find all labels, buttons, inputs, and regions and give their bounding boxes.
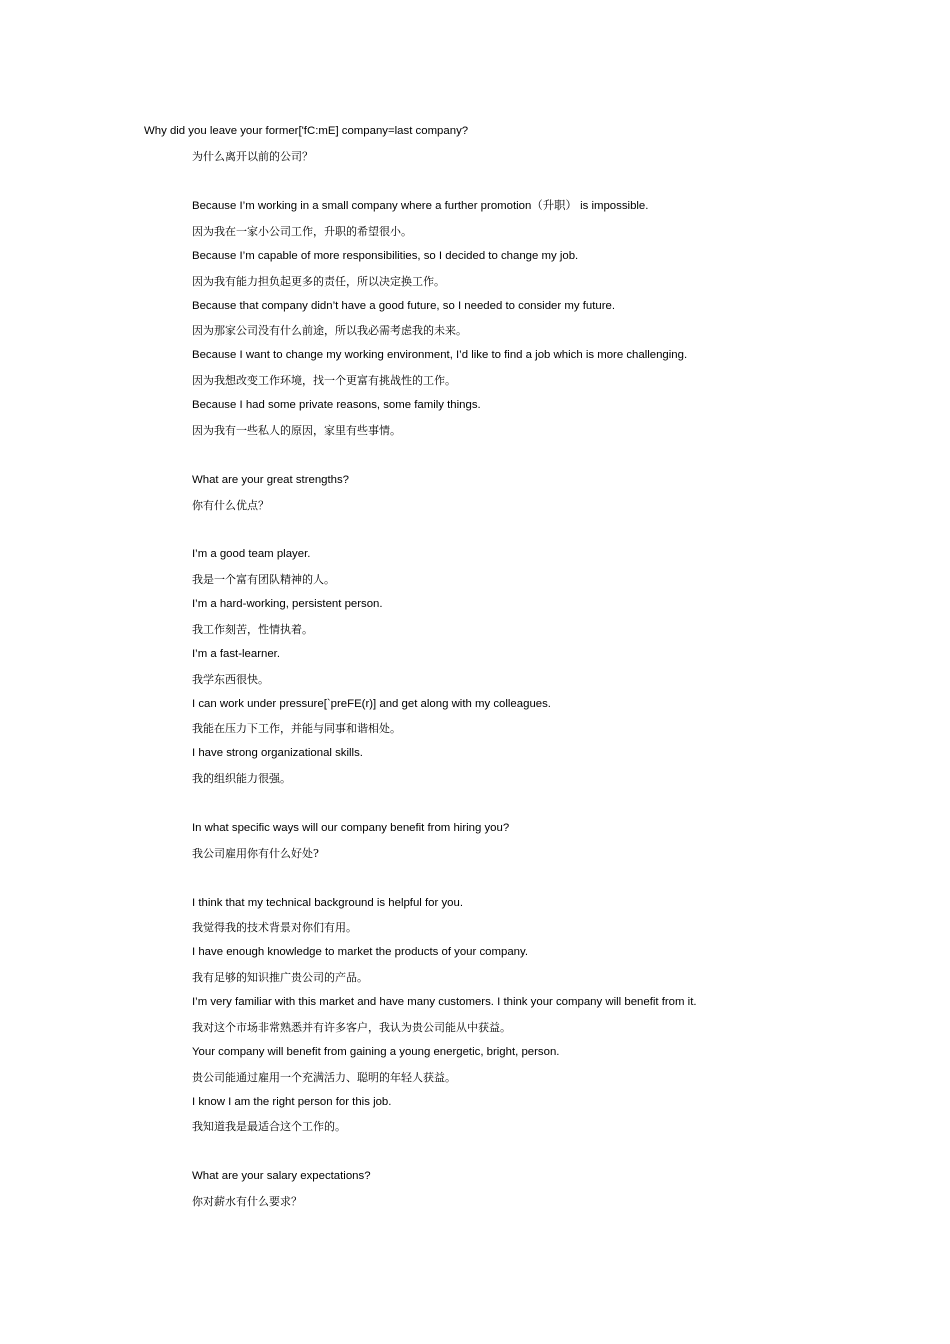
- question-heading: Why did you leave your former['fC:mE] company=last company?: [144, 125, 469, 137]
- answer-line: I have strong organizational skills.: [192, 747, 363, 759]
- answer-line: I think that my technical background is helpful for you.: [192, 897, 463, 909]
- question-translation: 你有什么优点？: [192, 499, 269, 512]
- answer-translation: 因为我在一家小公司工作，升职的希望很小。: [192, 225, 412, 238]
- answer-line: I know I am the right person for this job.: [192, 1096, 392, 1108]
- answer-line: Because that company didn’t have a good future, so I needed to consider my future.: [192, 300, 615, 312]
- answer-line: Because I’m working in a small company where a further promotion（升职） is impossible.: [192, 200, 649, 212]
- answer-line: I’m a good team player.: [192, 548, 311, 560]
- answer-translation: 我有足够的知识推广贵公司的产品。: [192, 971, 368, 984]
- answer-line: I can work under pressure[`preFE(r)] and get along with my colleagues.: [192, 698, 551, 710]
- answer-translation: 我是一个富有团队精神的人。: [192, 573, 335, 586]
- answer-translation: 贵公司能通过雇用一个充满活力、聪明的年轻人获益。: [192, 1071, 456, 1084]
- question-heading: In what specific ways will our company benefit from hiring you?: [192, 822, 510, 834]
- answer-translation: 我能在压力下工作，并能与同事和谐相处。: [192, 722, 401, 735]
- answer-translation: 因为那家公司没有什么前途，所以我必需考虑我的未来。: [192, 324, 467, 337]
- answer-translation: 我对这个市场非常熟悉并有许多客户，我认为贵公司能从中获益。: [192, 1021, 511, 1034]
- question-heading: What are your salary expectations?: [192, 1170, 371, 1182]
- answer-translation: 我知道我是最适合这个工作的。: [192, 1120, 346, 1133]
- answer-translation: 因为我有一些私人的原因，家里有些事情。: [192, 424, 401, 437]
- answer-translation: 我觉得我的技术背景对你们有用。: [192, 921, 357, 934]
- answer-translation: 因为我想改变工作环境，找一个更富有挑战性的工作。: [192, 374, 456, 387]
- answer-line: Because I had some private reasons, some family things.: [192, 399, 481, 411]
- answer-translation: 我的组织能力很强。: [192, 772, 291, 785]
- answer-line: I’m a fast-learner.: [192, 648, 280, 660]
- answer-translation: 我工作刻苦，性情执着。: [192, 623, 313, 636]
- answer-translation: 我学东西很快。: [192, 673, 269, 686]
- answer-line: Because I want to change my working environment, I’d like to find a job which is more challenging.: [192, 349, 688, 361]
- answer-line: I’m a hard-working, persistent person.: [192, 598, 383, 610]
- answer-line: I’m very familiar with this market and have many customers. I think your company will benefit from it.: [192, 996, 697, 1008]
- question-heading: What are your great strengths?: [192, 474, 350, 486]
- question-translation: 我公司雇用你有什么好处?: [192, 847, 319, 860]
- question-translation: 为什么离开以前的公司？: [192, 150, 313, 163]
- question-translation: 你对薪水有什么要求？: [192, 1195, 302, 1208]
- answer-line: Your company will benefit from gaining a young energetic, bright, person.: [192, 1046, 560, 1058]
- answer-translation: 因为我有能力担负起更多的责任，所以决定换工作。: [192, 275, 445, 288]
- answer-line: I have enough knowledge to market the products of your company.: [192, 946, 529, 958]
- answer-line: Because I’m capable of more responsibilities, so I decided to change my job.: [192, 250, 579, 262]
